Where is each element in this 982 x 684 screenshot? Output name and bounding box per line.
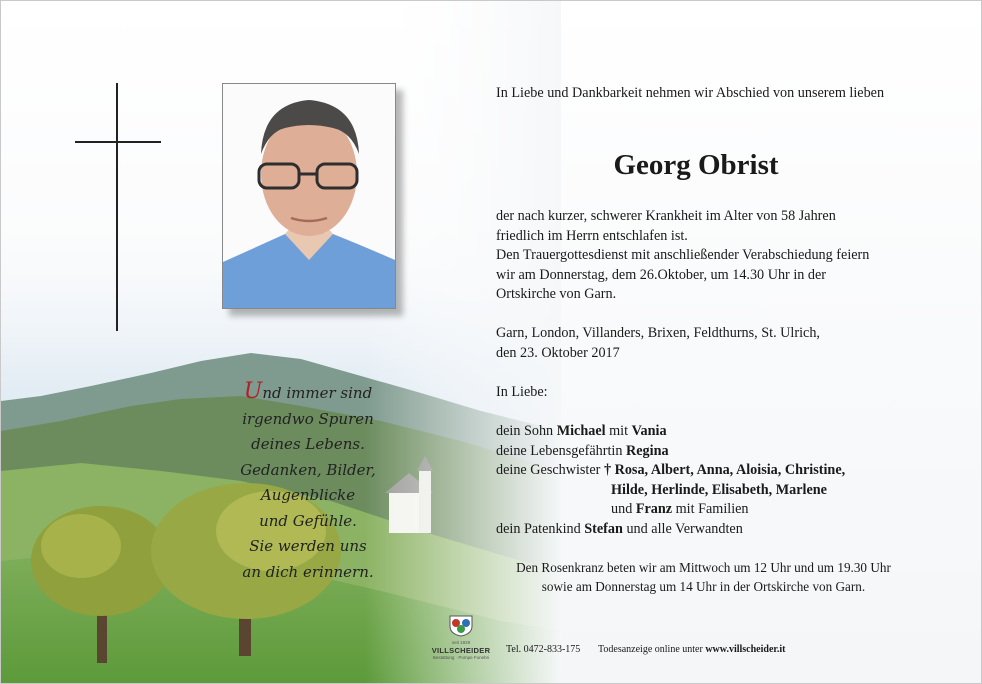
poem-line: Gedanken, Bilder, bbox=[240, 460, 376, 479]
logo-subtitle: Bestattung · Pompe Funebri bbox=[432, 655, 490, 660]
family-connector: und bbox=[611, 501, 633, 517]
family-member: † Rosa, Albert, Anna, Aloisia, Christine, bbox=[603, 462, 846, 478]
poem-line: Sie werden uns bbox=[249, 537, 367, 555]
portrait-image bbox=[223, 84, 395, 308]
family-member: Michael bbox=[556, 423, 606, 439]
in-liebe-heading bbox=[496, 383, 548, 403]
rosary-info bbox=[496, 558, 911, 596]
funeral-home-logo bbox=[421, 613, 501, 660]
family-siblings-row-2 bbox=[496, 481, 845, 501]
family-member: Regina bbox=[626, 442, 669, 459]
online-prefix: Todesanzeige online unter bbox=[598, 644, 703, 655]
rosary-line: sowie am Donnerstag um 14 Uhr in der Ortskirche von Garn. bbox=[541, 579, 866, 594]
footer bbox=[421, 613, 941, 663]
poem-first-rest: nd immer sind bbox=[262, 384, 373, 402]
family-member: Hilde, Herlinde, Elisabeth, Marlene bbox=[611, 481, 827, 498]
intro-text: In Liebe und Dankbarkeit nehmen wir Abschied von unserem lieben bbox=[496, 85, 885, 101]
poem-line: und Gefühle. bbox=[259, 511, 357, 530]
date-line: den 23. Oktober 2017 bbox=[496, 344, 620, 361]
poem-line: deines Lebens. bbox=[251, 435, 365, 453]
portrait-photo bbox=[222, 83, 396, 309]
phone-number: Tel. 0472-833-175 bbox=[506, 644, 581, 655]
body-line: Ortskirche von Garn. bbox=[496, 286, 617, 302]
place-line: Garn, London, Villanders, Brixen, Feldthurns, St. Ulrich, bbox=[496, 325, 820, 341]
poem-initial: U bbox=[243, 379, 263, 404]
family-connector: mit bbox=[609, 423, 629, 439]
family-suffix: mit Familien bbox=[675, 501, 749, 517]
logo-year: seit 1929 bbox=[451, 640, 471, 645]
place-date bbox=[496, 324, 820, 363]
family-siblings-row bbox=[496, 461, 845, 481]
poem-line bbox=[223, 379, 393, 407]
cross-vertical-bar bbox=[116, 83, 118, 331]
intro-block bbox=[496, 83, 916, 103]
announcement-text bbox=[496, 207, 869, 305]
in-liebe-text: In Liebe: bbox=[496, 384, 548, 400]
body-line: Den Trauergottesdienst mit anschließender Verabschiedung feiern bbox=[496, 247, 870, 263]
online-notice bbox=[598, 644, 786, 655]
rosary-line: Den Rosenkranz beten wir am Mittwoch um 12 Uhr und um 19.30 Uhr bbox=[516, 560, 891, 575]
body-line: friedlich im Herrn entschlafen ist. bbox=[496, 227, 688, 244]
poem-line: irgendwo Spuren bbox=[242, 409, 374, 428]
family-prefix: deine Geschwister bbox=[496, 462, 601, 478]
family-franz-row bbox=[496, 500, 845, 520]
family-prefix: deine Lebensgefährtin bbox=[496, 442, 623, 459]
body-line: wir am Donnerstag, dem 26.Oktober, um 14.30 Uhr in der bbox=[496, 266, 827, 283]
family-member: Vania bbox=[631, 423, 667, 439]
logo-name: VILLSCHEIDER bbox=[431, 646, 491, 655]
family-prefix: dein Patenkind bbox=[496, 520, 581, 537]
poem-line: an dich erinnern. bbox=[242, 562, 374, 581]
body-line: der nach kurzer, schwerer Krankheit im Alter von 58 Jahren bbox=[496, 208, 836, 224]
family-suffix: und alle Verwandten bbox=[626, 520, 743, 537]
family-partner-row bbox=[496, 442, 845, 462]
memorial-poem bbox=[223, 379, 393, 585]
family-son-row bbox=[496, 422, 845, 442]
poem-line: Augenblicke bbox=[260, 486, 356, 504]
family-prefix: dein Sohn bbox=[496, 423, 554, 439]
cross-horizontal-bar bbox=[75, 141, 161, 143]
deceased-name: Georg Obrist bbox=[613, 149, 779, 181]
coat-of-arms-icon bbox=[446, 613, 476, 637]
website-link[interactable]: www.villscheider.it bbox=[705, 644, 786, 655]
family-member: Franz bbox=[635, 501, 673, 517]
family-list bbox=[496, 422, 845, 539]
family-member: Stefan bbox=[584, 520, 623, 537]
family-godchild-row bbox=[496, 520, 845, 540]
